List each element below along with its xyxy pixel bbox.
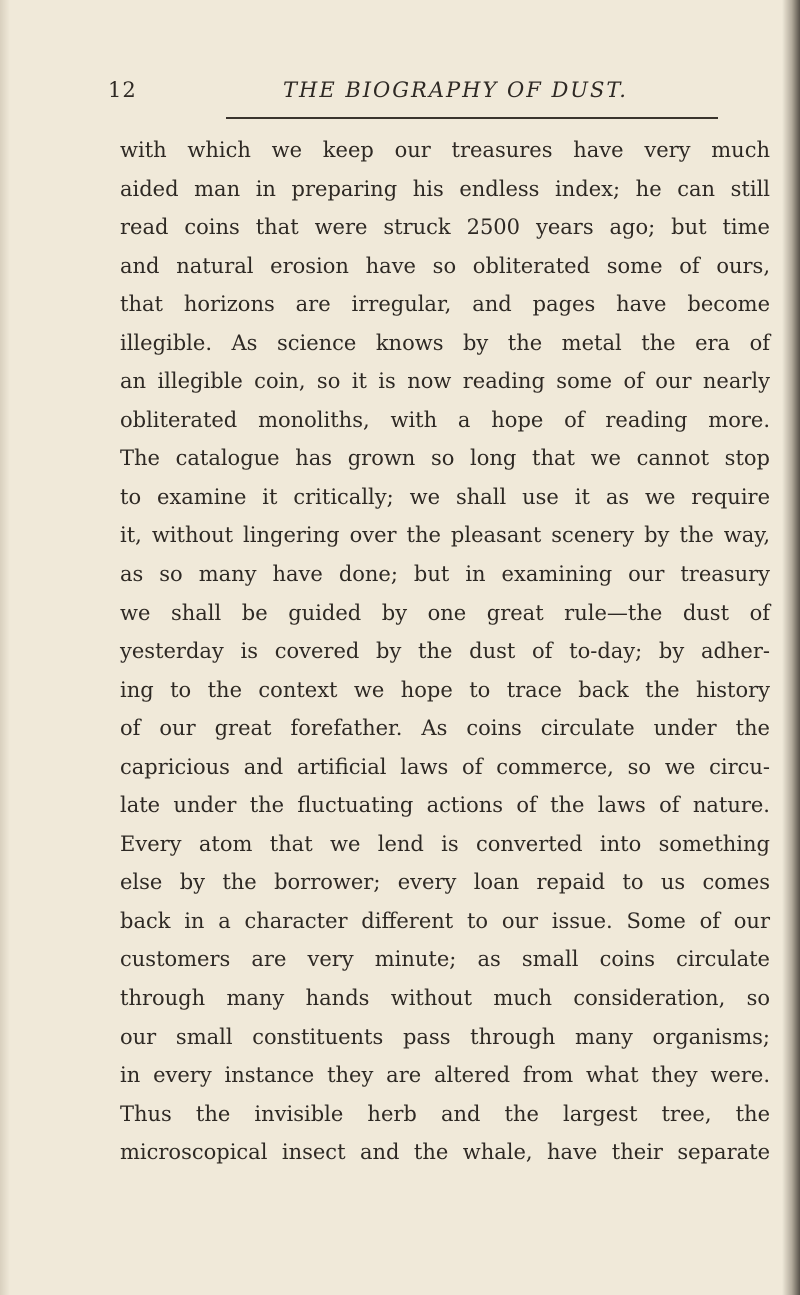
text-line: we shall be guided by one great rule—the dust of [120,600,770,625]
text-line: obliterated monoliths, with a hope of reading more. [120,407,770,432]
text-line: yesterday is covered by the dust of to-day; by adher- [120,639,770,664]
text-line: and natural erosion have so obliterated some of ours, [120,253,770,278]
text-line: to examine it critically; we shall use it as we require [120,484,770,509]
text-line: ing to the context we hope to trace back the history [120,677,770,702]
text-line: late under the fluctuating actions of the laws of nature. [120,793,770,818]
text-line: customers are very minute; as small coins circulate [120,947,770,972]
body-text [120,131,770,1172]
text-line: our small constituents pass through many organisms; [120,1024,770,1049]
text-line: as so many have done; but in examining our treasury [120,562,770,587]
text-line: The catalogue has grown so long that we cannot stop [120,446,770,471]
gutter-shading [0,0,10,1295]
text-line: back in a character different to our issue. Some of our [120,908,770,933]
text-line: of our great forefather. As coins circulate under the [120,716,770,741]
text-line: read coins that were struck 2500 years ago; but time [120,215,770,240]
text-line: illegible. As science knows by the metal the era of [120,330,770,355]
text-line: it, without lingering over the pleasant scenery by the way, [120,523,770,548]
text-line: in every instance they are altered from what they were. [120,1063,770,1088]
text-line: Every atom that we lend is converted into something [120,831,770,856]
text-line: microscopical insect and the whale, have their separate [120,1140,770,1165]
running-head [108,78,748,112]
page-edge-shadow [782,0,800,1295]
text-line: Thus the invisible herb and the largest tree, the [120,1101,770,1126]
running-title: THE BIOGRAPHY OF DUST. [283,78,628,102]
text-line: with which we keep our treasures have very much [120,138,770,162]
text-line: that horizons are irregular, and pages have become [120,292,770,317]
text-line: through many hands without much consideration, so [120,986,770,1011]
page-number: 12 [108,78,137,102]
text-line: aided man in preparing his endless index; he can still [120,176,770,201]
header-rule [226,117,718,119]
text-line: else by the borrower; every loan repaid to us comes [120,870,770,895]
text-line: capricious and artificial laws of commerce, so we circu- [120,754,770,779]
text-line: an illegible coin, so it is now reading some of our nearly [120,369,770,394]
